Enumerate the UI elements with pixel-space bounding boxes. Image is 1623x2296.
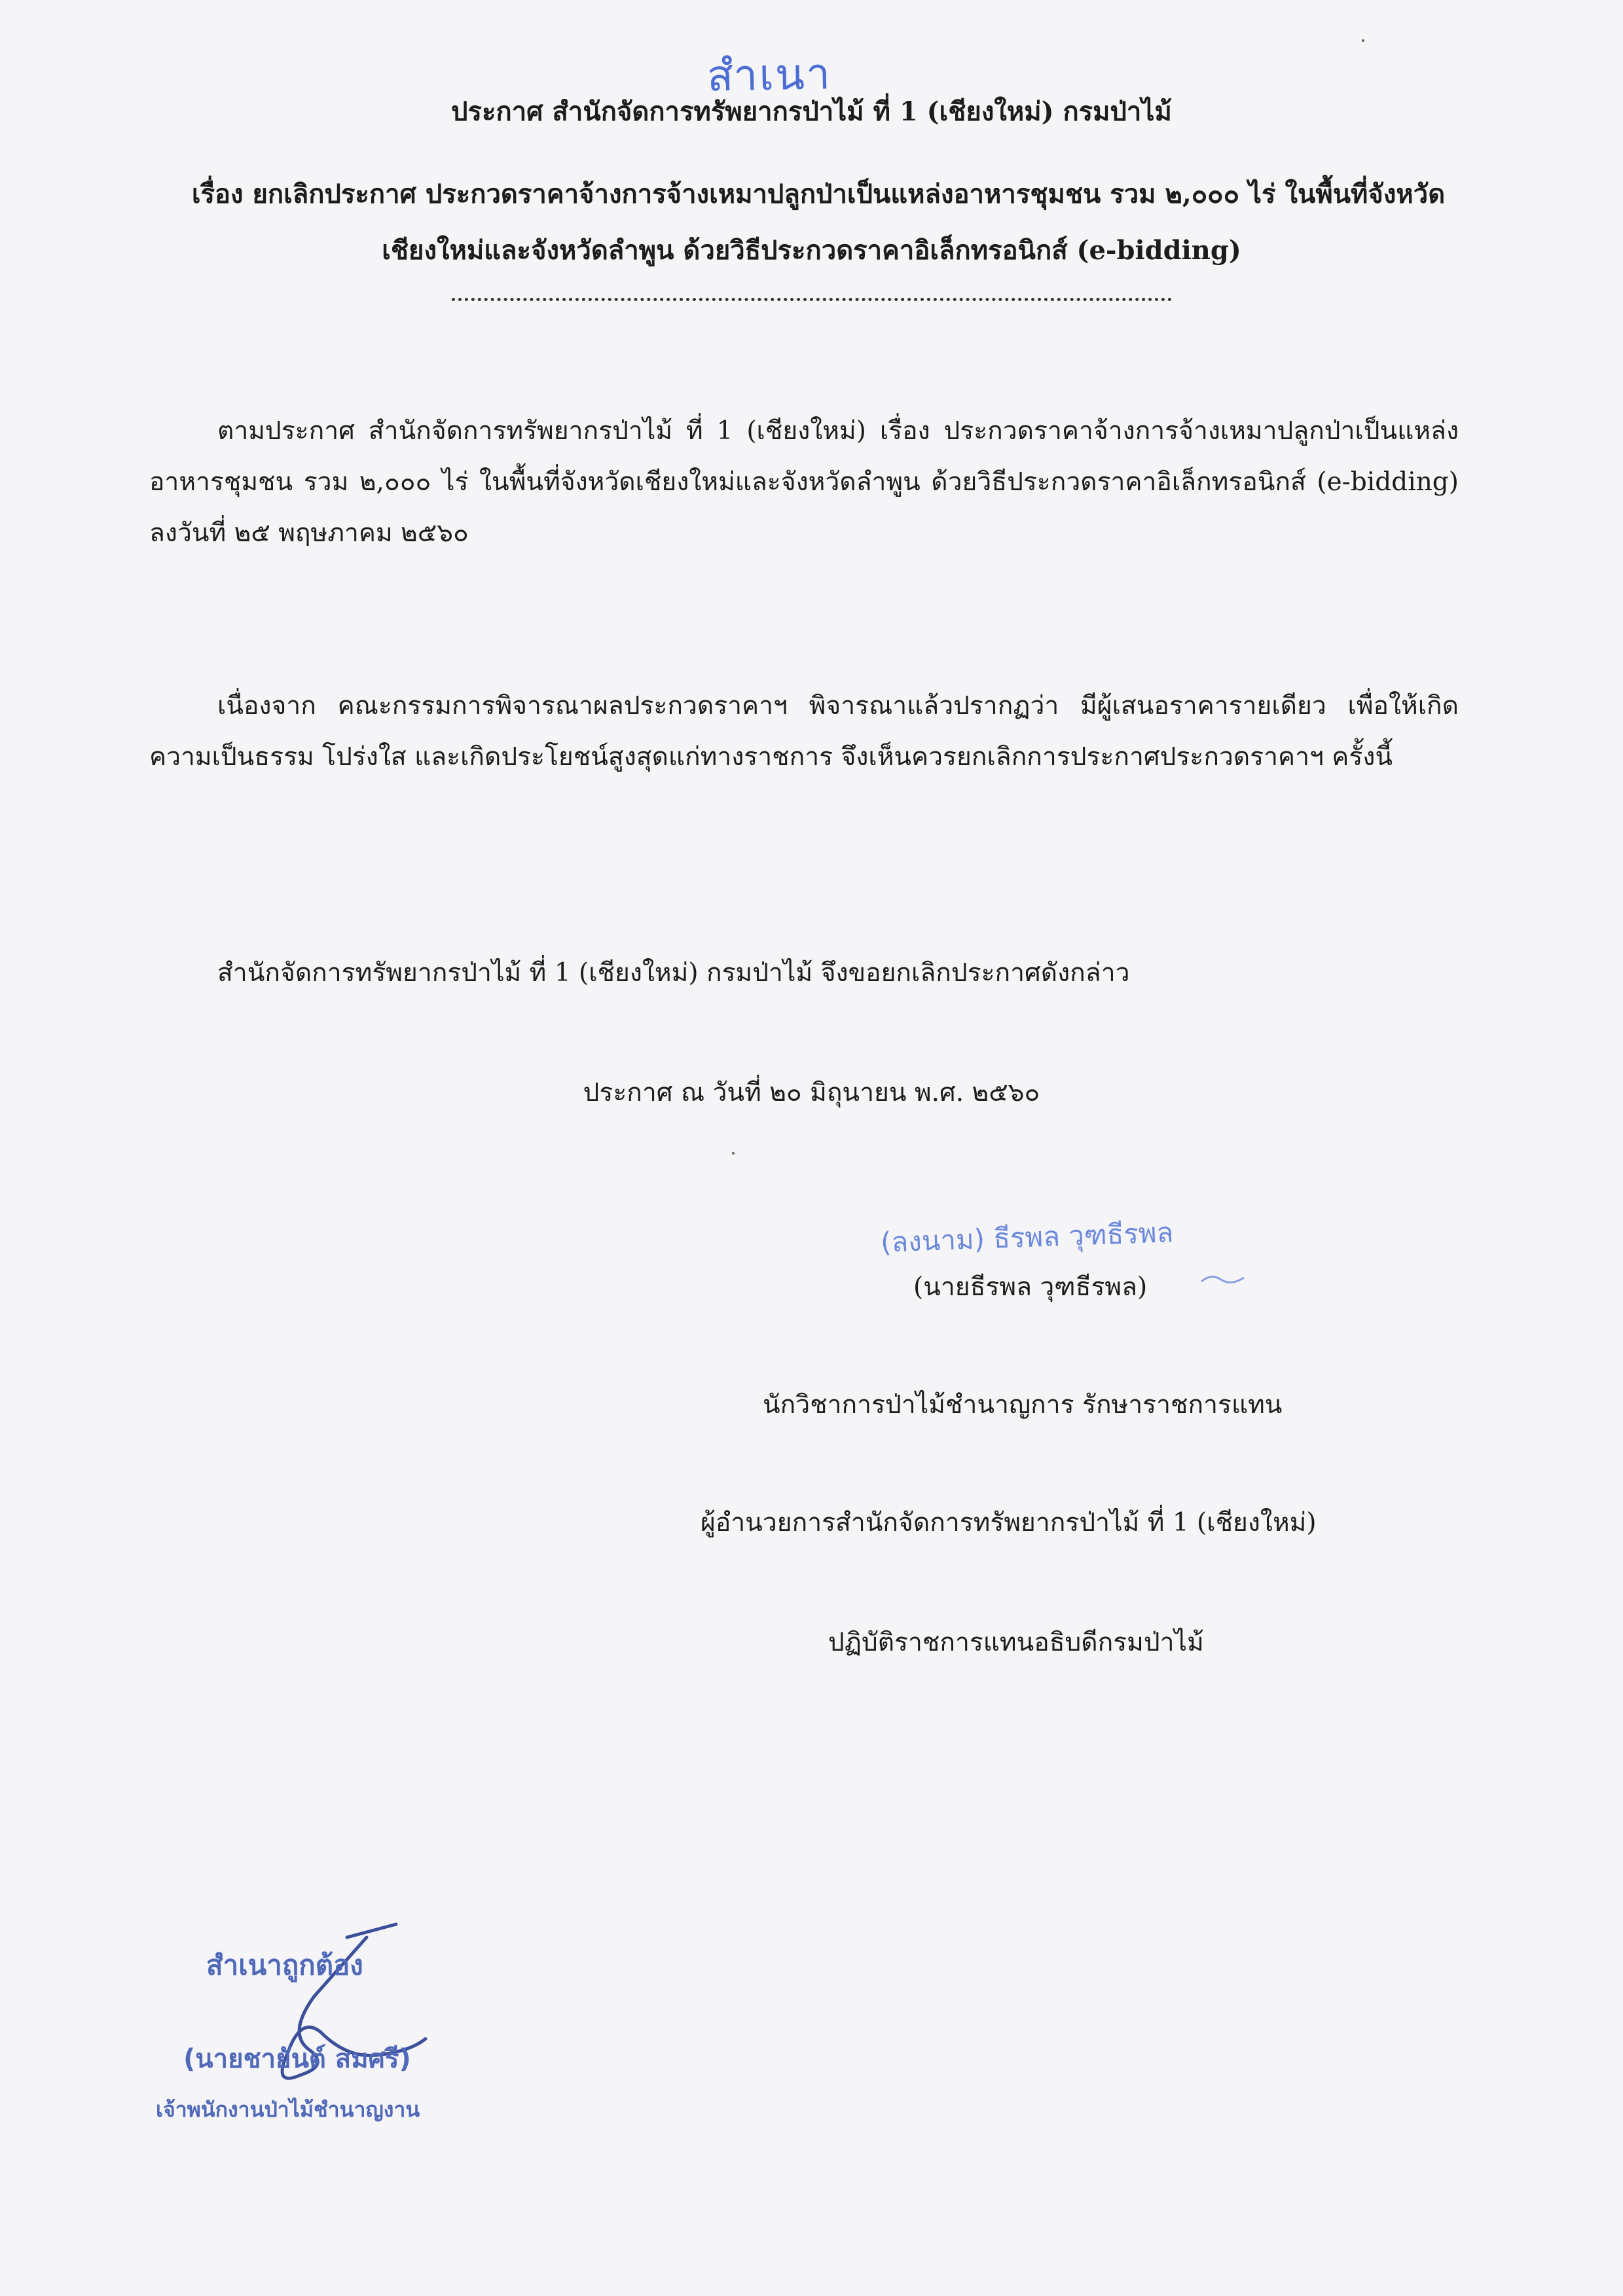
paragraph-cancellation: สำนักจัดการทรัพยากรป่าไม้ ที่ 1 (เชียงใหม่) กรมป่าไม้ จึงขอยกเลิกประกาศดังกล่าว — [217, 958, 1130, 988]
signer-position-1: นักวิชาการป่าไม้ชำนาญการ รักษาราชการแทน — [763, 1390, 1283, 1420]
dotted-divider — [452, 298, 1172, 301]
announce-date: ประกาศ ณ วันที่ ๒๐ มิถุนายน พ.ศ. ๒๕๖๐ — [583, 1078, 1040, 1107]
handwritten-signature: (ลงนาม) ธีรพล วุฑธีรพล — [880, 1216, 1175, 1259]
signer-name: (นายธีรพล วุฑธีรพล) — [913, 1272, 1148, 1302]
signature-flourish-icon — [1198, 1270, 1250, 1289]
signer-position-3: ปฏิบัติราชการแทนอธิบดีกรมป่าไม้ — [828, 1628, 1204, 1657]
certified-copy-stamp — [151, 1918, 517, 2134]
certifier-position: เจ้าพนักงานป่าไม้ชำนาญงาน — [156, 2097, 420, 2122]
announcement-subject-line1: เรื่อง ยกเลิกประกาศ ประกวดราคาจ้างการจ้างเหมาปลูกป่าเป็นแหล่งอาหารชุมชน รวม ๒,๐๐๐ ไร่ ในพื้นที่จังหวัด — [191, 179, 1446, 209]
scan-speck — [732, 1152, 735, 1155]
announcement-subject-line2: เชียงใหม่และจังหวัดลำพูน ด้วยวิธีประกวดราคาอิเล็กทรอนิกส์ (e-bidding) — [382, 235, 1241, 266]
copy-stamp: สำเนา — [706, 48, 832, 101]
signer-position-2: ผู้อำนวยการสำนักจัดการทรัพยากรป่าไม้ ที่ 1 (เชียงใหม่) — [701, 1508, 1317, 1537]
certifier-name: (นายชายันต์ สมศรี) — [183, 2044, 411, 2074]
paragraph-reason: เนื่องจาก คณะกรรมการพิจารณาผลประกวดราคาฯ พิจารณาแล้วปรากฏว่า มีผู้เสนอราคารายเดียว เพื่อให้เกิดความเป็นธรรม โปร่งใส และเกิดประโยชน์สูงสุดแก่ทางราชการ จึงเห็นควรยกเลิกการประกาศประกวดราคาฯ ครั้งนี้ — [149, 691, 1459, 772]
paragraph-reference: ตามประกาศ สำนักจัดการทรัพยากรป่าไม้ ที่ 1 (เชียงใหม่) เรื่อง ประกวดราคาจ้างการจ้างเหมาปลูกป่าเป็นแหล่งอาหารชุมชน รวม ๒,๐๐๐ ไร่ ในพื้นที่จังหวัดเชียงใหม่และจังหวัดลำพูน ด้วยวิธีประกวดราคาอิเล็กทรอนิกส์ (e-bidding) ลงวันที่ ๒๕ พฤษภาคม ๒๕๖๐ — [149, 416, 1459, 548]
scan-speck — [1362, 39, 1364, 42]
certified-copy-label: สำเนาถูกต้อง — [206, 1949, 363, 1981]
announcement-title: ประกาศ สำนักจัดการทรัพยากรป่าไม้ ที่ 1 (เชียงใหม่) กรมป่าไม้ — [451, 96, 1172, 127]
